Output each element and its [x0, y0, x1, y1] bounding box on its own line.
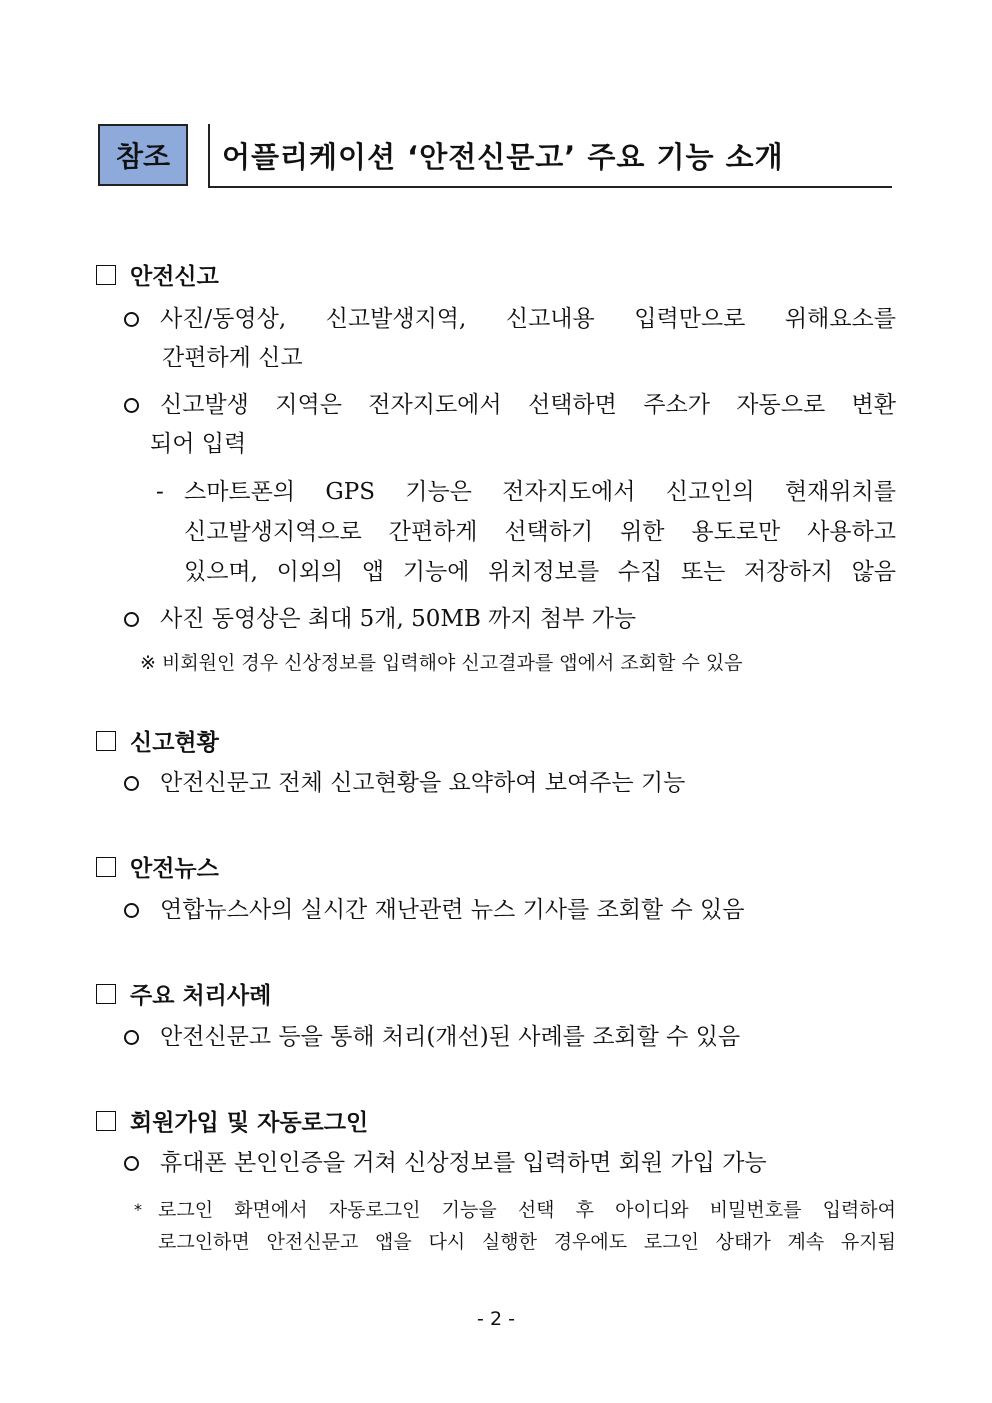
dash-item: - 스마트폰의 GPS 기능은 전자지도에서 신고인의 현재위치를 신고발생지역으로 간편하게 선택하기 위한 용도로만 사용하고 있으며, 이외의 앱 기능에 위치정보를 수집 또는 저장하지 않음	[156, 472, 896, 592]
footnote: * 로그인 화면에서 자동로그인 기능을 선택 후 아이디와 비밀번호를 입력하여 로그인하면 안전신문고 앱을 다시 실행한 경우에도 로그인 상태가 계속 유지됨	[134, 1194, 896, 1258]
checkbox-icon	[96, 857, 116, 877]
reference-badge: 참조	[98, 124, 188, 186]
bullet-item: 연합뉴스사의 실시간 재난관련 뉴스 기사를 조회할 수 있음	[124, 891, 896, 930]
section-title-safety-news: 안전뉴스	[96, 850, 219, 883]
circle-bullet-icon	[124, 398, 139, 413]
bullet-item: 사진 동영상은 최대 5개, 50MB 까지 첨부 가능	[124, 600, 896, 639]
circle-bullet-icon	[124, 776, 139, 791]
checkbox-icon	[96, 731, 116, 751]
bullet-item: 휴대폰 본인인증을 거쳐 신상정보를 입력하면 회원 가입 가능	[124, 1144, 896, 1183]
section-title-signup-autologin: 회원가입 및 자동로그인	[96, 1104, 368, 1137]
bullet-item: 신고발생 지역은 전자지도에서 선택하면 주소가 자동으로 변환 되어 입력	[124, 386, 896, 464]
bullet-item: 안전신문고 전체 신고현황을 요약하여 보여주는 기능	[124, 764, 896, 803]
checkbox-icon	[96, 265, 116, 285]
circle-bullet-icon	[124, 312, 139, 327]
circle-bullet-icon	[124, 1156, 139, 1171]
circle-bullet-icon	[124, 903, 139, 918]
bullet-item: 안전신문고 등을 통해 처리(개선)된 사례를 조회할 수 있음	[124, 1018, 896, 1057]
document-title: 어플리케이션 ‘안전신문고’ 주요 기능 소개	[208, 124, 892, 188]
note-text: ※ 비회원인 경우 신상정보를 입력해야 신고결과를 앱에서 조회할 수 있음	[140, 652, 743, 674]
checkbox-icon	[96, 984, 116, 1004]
checkbox-icon	[96, 1111, 116, 1131]
header	[98, 124, 892, 190]
dash-bullet: -	[156, 479, 164, 505]
bullet-item: 사진/동영상, 신고발생지역, 신고내용 입력만으로 위해요소를 간편하게 신고	[124, 300, 896, 378]
asterisk-mark: *	[134, 1200, 142, 1219]
circle-bullet-icon	[124, 1030, 139, 1045]
section-title-safety-report: 안전신고	[96, 258, 219, 291]
section-title-case-examples: 주요 처리사례	[96, 977, 271, 1010]
page-number: - 2 -	[477, 1308, 515, 1330]
section-title-report-status: 신고현황	[96, 724, 219, 757]
circle-bullet-icon	[124, 612, 139, 627]
